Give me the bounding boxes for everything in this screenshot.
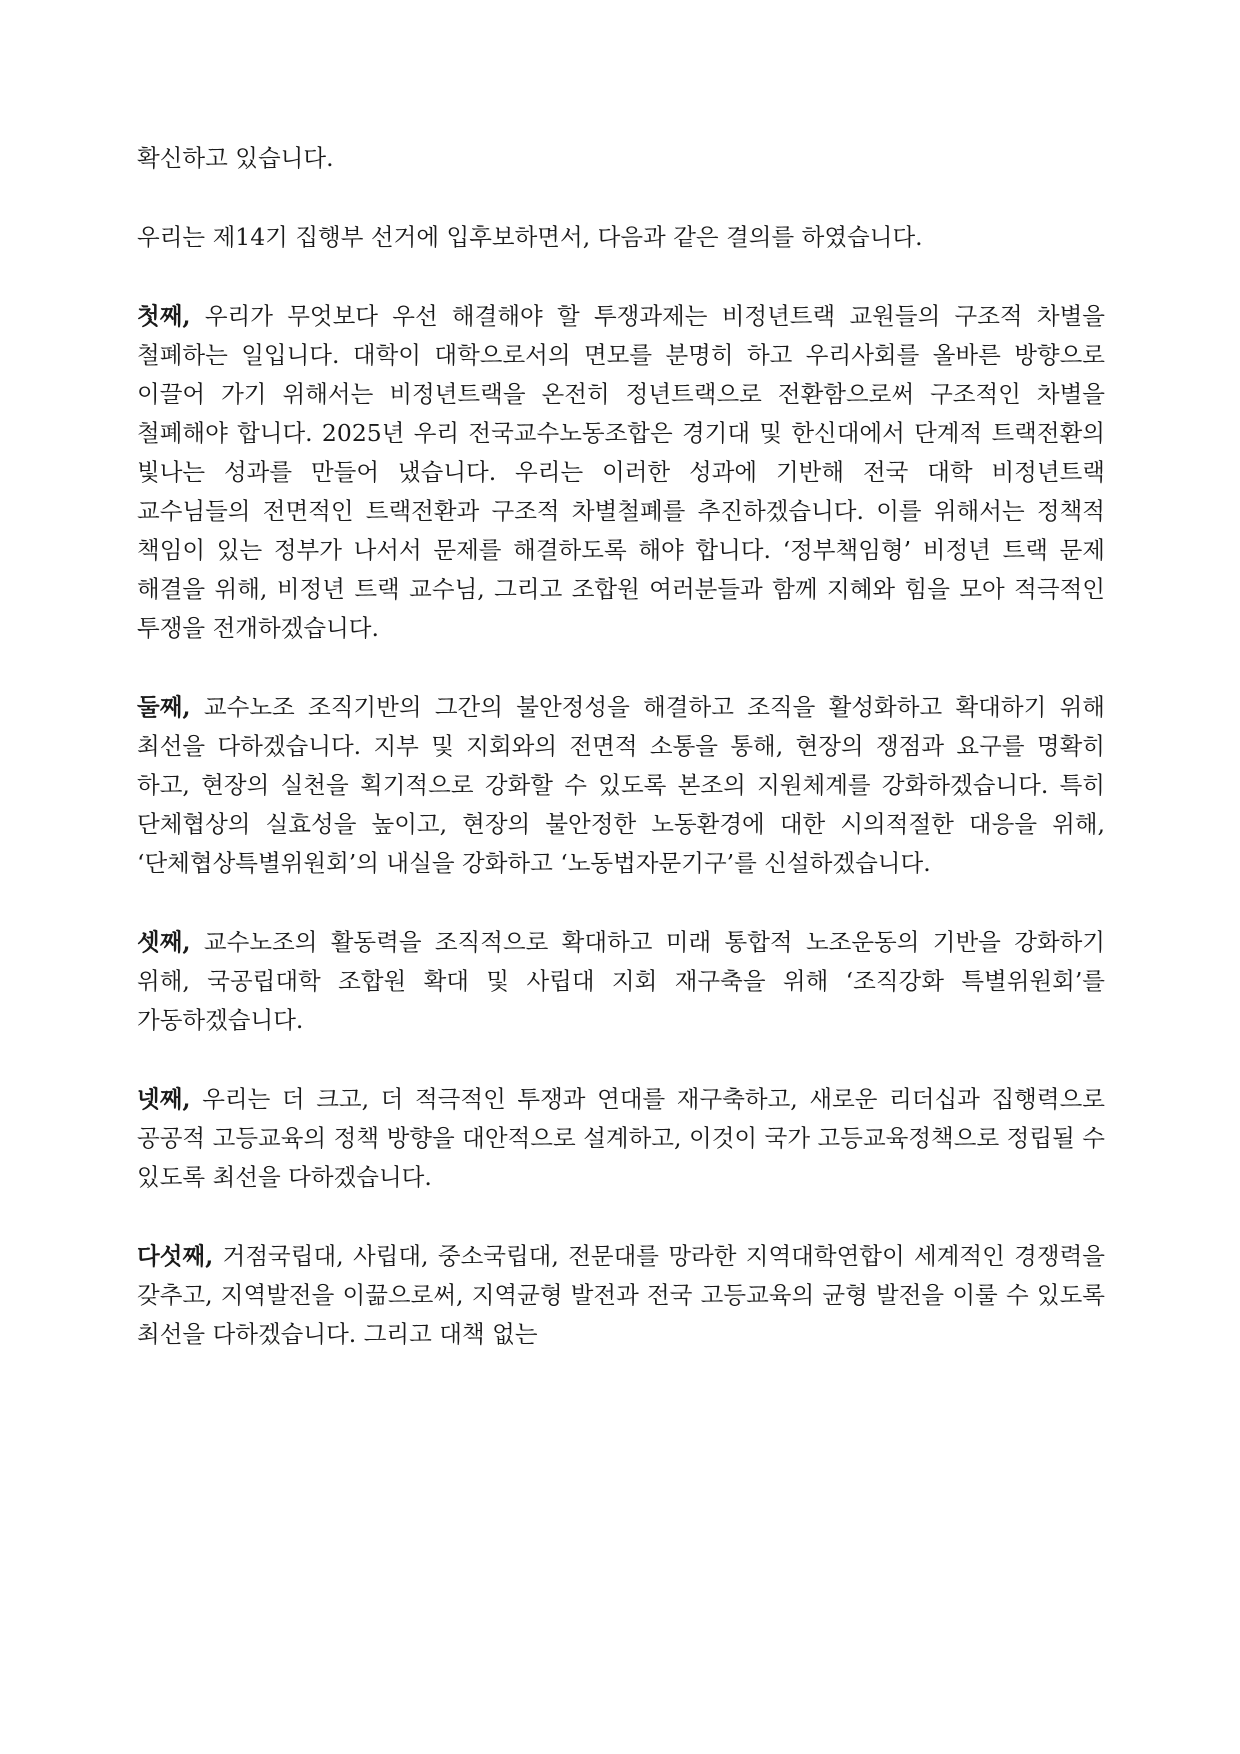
paragraph-text: 교수노조 조직기반의 그간의 불안정성을 해결하고 조직을 활성화하고 확대하기 위해 최선을 다하겠습니다. 지부 및 지회와의 전면적 소통을 통해, 현장의 쟁점과 요구를 명확히 하고, 현장의 실천을 획기적으로 강화할 수 있도록 본조의 지원체계를 강화하겠습니다. 특히 단체협상의 실효성을 높이고, 현장의 불안정한 노동환경에 대한 시의적절한 대응을 위해, ‘단체협상특별위원회’의 내실을 강화하고 ‘노동법자문기구’를 신설하겠습니다. — [137, 693, 1105, 877]
paragraph-fourth — [137, 1080, 1105, 1197]
paragraph-lead-first: 첫째, — [137, 302, 191, 330]
paragraph-third — [137, 923, 1105, 1040]
paragraph-text: 교수노조의 활동력을 조직적으로 확대하고 미래 통합적 노조운동의 기반을 강화하기 위해, 국공립대학 조합원 확대 및 사립대 지회 재구축을 위해 ‘조직강화 특별위원회’를 가동하겠습니다. — [137, 928, 1105, 1034]
paragraph-text: 거점국립대, 사립대, 중소국립대, 전문대를 망라한 지역대학연합이 세계적인 경쟁력을 갖추고, 지역발전을 이끎으로써, 지역균형 발전과 전국 고등교육의 균형 발전을 이룰 수 있도록 최선을 다하겠습니다. 그리고 대책 없는 — [137, 1242, 1105, 1348]
paragraph-fifth — [137, 1237, 1105, 1354]
paragraph-first — [137, 297, 1105, 648]
paragraph-second — [137, 688, 1105, 883]
paragraph-lead-second: 둘째, — [137, 693, 191, 721]
paragraph-lead-fifth: 다섯째, — [137, 1242, 214, 1270]
paragraph-resolution-intro — [137, 218, 1105, 257]
paragraph-text: 우리는 제14기 집행부 선거에 입후보하면서, 다음과 같은 결의를 하였습니다. — [137, 223, 923, 251]
paragraph-lead-fourth: 넷째, — [137, 1085, 191, 1113]
paragraph-lead-third: 셋째, — [137, 928, 191, 956]
paragraph-text: 우리가 무엇보다 우선 해결해야 할 투쟁과제는 비정년트랙 교원들의 구조적 차별을 철폐하는 일입니다. 대학이 대학으로서의 면모를 분명히 하고 우리사회를 올바른 방향으로 이끌어 가기 위해서는 비정년트랙을 온전히 정년트랙으로 전환함으로써 구조적인 차별을 철폐해야 합니다. 2025년 우리 전국교수노동조합은 경기대 및 한신대에서 단계적 트랙전환의 빛나는 성과를 만들어 냈습니다. 우리는 이러한 성과에 기반해 전국 대학 비정년트랙 교수님들의 전면적인 트랙전환과 구조적 차별철폐를 추진하겠습니다. 이를 위해서는 정책적 책임이 있는 정부가 나서서 문제를 해결하도록 해야 합니다. ‘정부책임형’ 비정년 트랙 문제 해결을 위해, 비정년 트랙 교수님, 그리고 조합원 여러분들과 함께 지혜와 힘을 모아 적극적인 투쟁을 전개하겠습니다. — [137, 302, 1105, 642]
paragraph-intro-end — [137, 139, 1105, 178]
document-page — [137, 139, 1105, 1394]
paragraph-text: 우리는 더 크고, 더 적극적인 투쟁과 연대를 재구축하고, 새로운 리더십과 집행력으로 공공적 고등교육의 정책 방향을 대안적으로 설계하고, 이것이 국가 고등교육정책으로 정립될 수 있도록 최선을 다하겠습니다. — [137, 1085, 1105, 1191]
paragraph-text: 확신하고 있습니다. — [137, 144, 334, 172]
